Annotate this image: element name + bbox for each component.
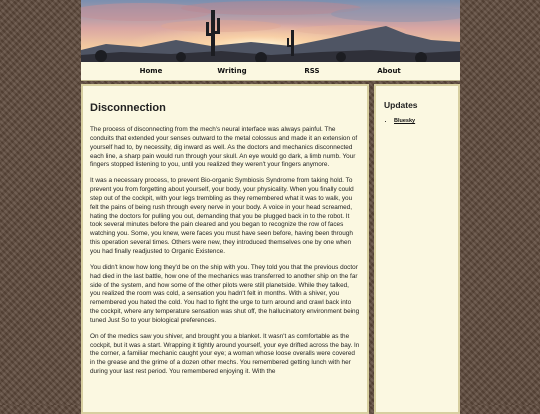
post-paragraph: The process of disconnecting from the mech's neural interface was always painful. The conduits that extended your senses outward to the metal colossus and made it an extension of yourself had to, by necessity, dig inward as well. As the doctors and mechanics disconnected each line, a sharp pain would run through your skull. An eye would go dark, a limb numb. Your fingers stopped listening to you, until you realized they weren't your fingers anymore. — [90, 126, 358, 169]
nav-rss-link[interactable]: RSS — [304, 67, 320, 75]
post-content — [81, 84, 369, 414]
post-paragraph: You didn't know how long they'd be on the ship with you. They told you that the previous doctor had died in the last battle, how one of the mechanics was transferred to another ship on the far side of the system, and how some of the other pilots were still planetside. While they talked, you realized the room was cold, a sensation you hadn't felt in months. With a shiver, you remembered you hated the cold. You had to fight the urge to turn around and crawl back into the cockpit, where any temperature sensation was shut off, the hallucinatory environment being tuned Just So to your biological preferences. — [90, 263, 360, 324]
bluesky-link[interactable]: Bluesky — [394, 118, 416, 124]
nav-writing-link[interactable]: Writing — [217, 67, 247, 75]
sidebar-heading: Updates — [384, 100, 418, 110]
updates-list-item — [394, 118, 450, 124]
header-banner-image — [81, 0, 460, 62]
post-title: Disconnection — [90, 102, 166, 114]
nav-about-link[interactable]: About — [377, 67, 401, 75]
updates-list — [384, 118, 450, 124]
nav-home-link[interactable]: Home — [139, 67, 163, 75]
sidebar — [374, 84, 460, 414]
post-paragraph: On of the medics saw you shiver, and brought you a blanket. It wasn't as comfortable as the cockpit, but it was a start. Wrapping it tightly around yourself, your eye drifted across the bay. In the corner, a familiar mechanic caught your eye; a woman whose loose overalls were covered in the grease and the grime of a dozen other mechs. You remembered getting lunch with her during your last rest period. You remembered enjoying it. With the — [90, 332, 360, 376]
top-navigation — [81, 62, 460, 81]
post-paragraph: It was a necessary process, to prevent Bio-organic Symbiosis Syndrome from taking hold. To prevent you from forgetting about yourself, your body, your physicality. When you finally could step out of the cockpit, with your legs trembling as they remembered what it was to walk, you felt the pains of being rush through every nerve in your body. A voice in your head screamed, hating the doctors for pulling you out, demanding that you be plugged back in to the robot. It took several minutes before the pain cleared and you began to recognize the row of faces watching you. Some, you knew, were faces you must have seen before, having been through this operation several times. Others were new, they introduced themselves one by one when you had finally readjusted to Organic Existence. — [90, 177, 354, 255]
